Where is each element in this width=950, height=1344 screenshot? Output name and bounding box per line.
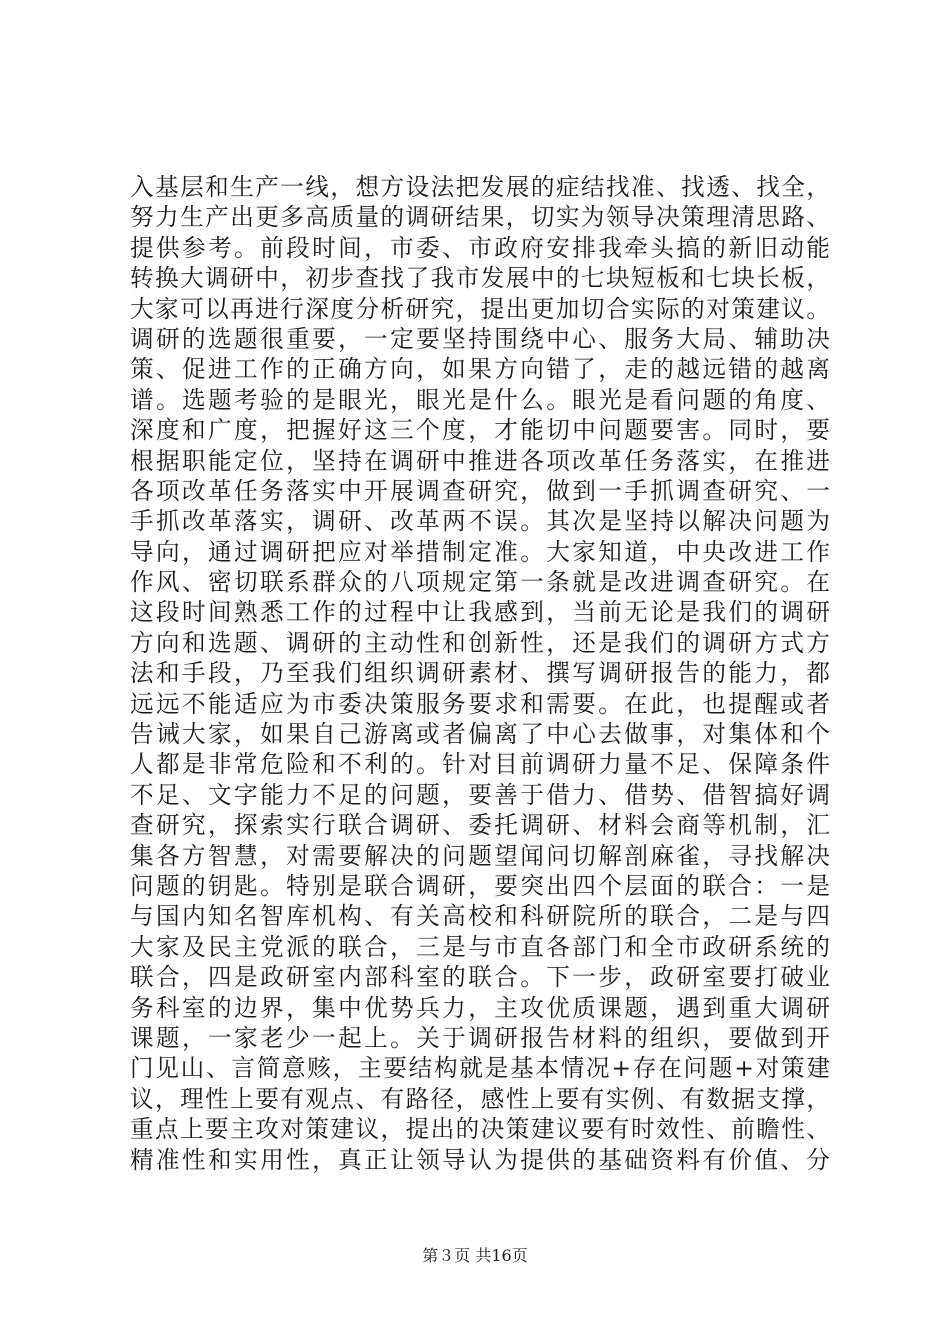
- text-line: 远远不能适应为市委决策服务要求和需要。在此，也提醒或者: [130, 689, 830, 718]
- text-line: 手抓改革落实，调研、改革两不误。其次是坚持以解决问题为: [130, 507, 830, 536]
- text-line: 入基层和生产一线，想方设法把发展的症结找准、找透、找全，: [130, 173, 830, 201]
- text-line: 重点上要主攻对策建议，提出的决策建议要有时效性、前瞻性、: [130, 1115, 830, 1144]
- page-number-footer: 第３页 共16页: [422, 1246, 528, 1265]
- text-line: 调研的选题很重要，一定要坚持围绕中心、服务大局、辅助决: [130, 324, 830, 353]
- text-line: 告诫大家，如果自己游离或者偏离了中心去做事，对集体和个: [130, 720, 830, 749]
- text-line: 联合，四是政研室内部科室的联合。下一步，政研室要打破业: [130, 963, 830, 992]
- body-text: [130, 172, 830, 1175]
- text-line: 提供参考。前段时间，市委、市政府安排我牵头搞的新旧动能: [130, 233, 830, 262]
- text-line: 导向，通过调研把应对举措制定准。大家知道，中央改进工作: [130, 537, 830, 566]
- text-line: 转换大调研中，初步查找了我市发展中的七块短板和七块长板，: [130, 264, 830, 293]
- text-line: 问题的钥匙。特别是联合调研，要突出四个层面的联合：一是: [130, 871, 830, 900]
- text-line: 努力生产出更多高质量的调研结果，切实为领导决策理清思路、: [130, 203, 830, 232]
- text-line: 集各方智慧，对需要解决的问题望闻问切解剖麻雀，寻找解决: [130, 841, 830, 870]
- text-line: 务科室的边界，集中优势兵力，主攻优质课题，遇到重大调研: [130, 993, 830, 1022]
- text-line: 人都是非常危险和不利的。针对目前调研力量不足、保障条件: [130, 750, 830, 779]
- text-line: 深度和广度，把握好这三个度，才能切中问题要害。同时，要: [130, 416, 830, 445]
- text-line: 各项改革任务落实中开展调查研究，做到一手抓调查研究、一: [130, 476, 830, 505]
- text-line: 不足、文字能力不足的问题，要善于借力、借势、借智搞好调: [130, 780, 830, 809]
- text-line: 谱。选题考验的是眼光，眼光是什么。眼光是看问题的角度、: [130, 385, 830, 414]
- text-line: 方向和选题、调研的主动性和创新性，还是我们的调研方式方: [130, 628, 830, 657]
- text-line: 与国内知名智库机构、有关高校和科研院所的联合，二是与四: [130, 902, 830, 931]
- text-line: 策、促进工作的正确方向，如果方向错了，走的越远错的越离: [130, 355, 830, 384]
- text-line: 议，理性上要有观点、有路径，感性上要有实例、有数据支撑，: [130, 1084, 830, 1113]
- text-line: 课题，一家老少一起上。关于调研报告材料的组织，要做到开: [130, 1023, 830, 1052]
- text-line: 这段时间熟悉工作的过程中让我感到，当前无论是我们的调研: [130, 598, 830, 627]
- text-line: 作风、密切联系群众的八项规定第一条就是改进调查研究。在: [130, 568, 830, 597]
- text-line: 根据职能定位，坚持在调研中推进各项改革任务落实，在推进: [130, 446, 830, 475]
- text-line: 法和手段，乃至我们组织调研素材、撰写调研报告的能力，都: [130, 659, 830, 688]
- text-line: 大家及民主党派的联合，三是与市直各部门和全市政研系统的: [130, 932, 830, 961]
- text-line: 查研究，探索实行联合调研、委托调研、材料会商等机制，汇: [130, 811, 830, 840]
- text-line: 大家可以再进行深度分析研究，提出更加切合实际的对策建议。: [130, 294, 830, 323]
- text-line: 精准性和实用性，真正让领导认为提供的基础资料有价值、分: [130, 1145, 830, 1174]
- text-line: 门见山、言简意赅，主要结构就是基本情况+存在问题+对策建: [130, 1054, 830, 1083]
